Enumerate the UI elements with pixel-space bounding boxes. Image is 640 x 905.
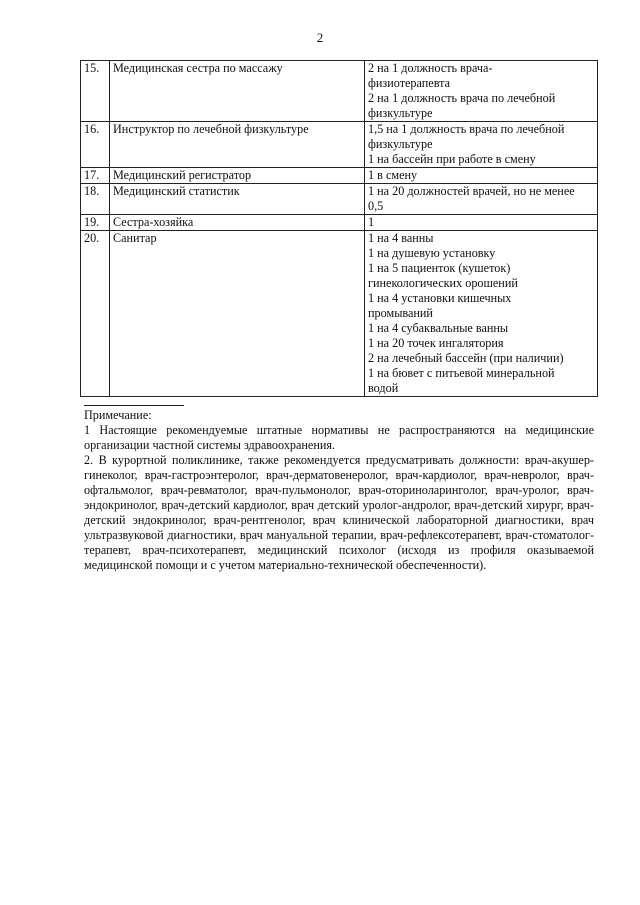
table-row — [81, 122, 598, 168]
row-number: 18. — [81, 184, 110, 215]
staffing-norm — [365, 184, 598, 215]
row-number: 17. — [81, 168, 110, 184]
position-name: Санитар — [110, 231, 365, 397]
table-row — [81, 231, 598, 397]
note-1: 1 Настоящие рекомендуемые штатные нормативы не распространяются на медицинские организации частной системы здравоохранения. — [84, 423, 594, 452]
norm-line: физиотерапевта — [368, 76, 451, 90]
norm-line: 1 на бювет с питьевой минеральной — [368, 366, 555, 380]
norm-line: промываний — [368, 306, 433, 320]
table-row — [81, 184, 598, 215]
notes-section — [84, 408, 594, 573]
norm-line: 1 на 5 пациенток (кушеток) — [368, 261, 511, 275]
position-name: Медицинская сестра по массажу — [110, 61, 365, 122]
row-number: 19. — [81, 215, 110, 231]
notes-divider — [84, 405, 184, 406]
staffing-norm — [365, 61, 598, 122]
norm-line: 1 на душевую установку — [368, 246, 496, 260]
norm-line: 1 на 4 субаквальные ванны — [368, 321, 509, 335]
staffing-table — [80, 60, 598, 397]
norm-line: 1 в смену — [368, 168, 418, 182]
notes-heading: Примечание: — [84, 408, 152, 422]
norm-line: 1,5 на 1 должность врача по лечебной — [368, 122, 565, 136]
table-row — [81, 168, 598, 184]
norm-line: 1 на 4 ванны — [368, 231, 434, 245]
staffing-norm — [365, 122, 598, 168]
norm-line: физкультуре — [368, 106, 433, 120]
row-number: 20. — [81, 231, 110, 397]
norm-line: физкультуре — [368, 137, 433, 151]
note-2: 2. В курортной поликлинике, также рекомендуется предусматривать должности: врач-акушер-гинеколог, врач-гастроэнтеролог, врач-дерматовенеролог, врач-кардиолог, врач-невролог, врач-офтальмолог, врач-ревматолог, врач-пульмонолог, врач-оториноларинголог, врач-уролог, врач-эндокринолог, врач-детский кардиолог, врач детский уролог-андролог, врач-детский хирург, врач-детский эндокринолог, врач-рентгенолог, врач клинической лабораторной диагностики, врач ультразвуковой диагностики, врач мануальной терапии, врач-рефлексотерапевт, врач-стоматолог-терапевт, врач-психотерапевт, медицинский психолог (исходя из профиля оказываемой медицинской помощи и с учетом материально-технической обеспеченности). — [84, 453, 594, 572]
norm-line: 1 на 4 установки кишечных — [368, 291, 512, 305]
norm-line: 2 на 1 должность врача по лечебной — [368, 91, 556, 105]
staffing-norm — [365, 215, 598, 231]
row-number: 15. — [81, 61, 110, 122]
norm-line: водой — [368, 381, 399, 395]
position-name: Медицинский регистратор — [110, 168, 365, 184]
norm-line: 1 на 20 должностей врачей, но не менее — [368, 184, 575, 198]
table-row — [81, 215, 598, 231]
row-number: 16. — [81, 122, 110, 168]
norm-line: 1 — [368, 215, 375, 229]
norm-line: гинекологических орошений — [368, 276, 518, 290]
norm-line: 1 на бассейн при работе в смену — [368, 152, 536, 166]
position-name: Сестра-хозяйка — [110, 215, 365, 231]
norm-line: 0,5 — [368, 199, 384, 213]
staffing-norm — [365, 231, 598, 397]
norm-line: 1 на 20 точек ингалятория — [368, 336, 504, 350]
position-name: Инструктор по лечебной физкультуре — [110, 122, 365, 168]
norm-line: 2 на лечебный бассейн (при наличии) — [368, 351, 564, 365]
position-name: Медицинский статистик — [110, 184, 365, 215]
table-row — [81, 61, 598, 122]
page-number: 2 — [316, 30, 324, 45]
staffing-norm — [365, 168, 598, 184]
norm-line: 2 на 1 должность врача- — [368, 61, 493, 75]
staffing-table-body — [81, 61, 598, 397]
